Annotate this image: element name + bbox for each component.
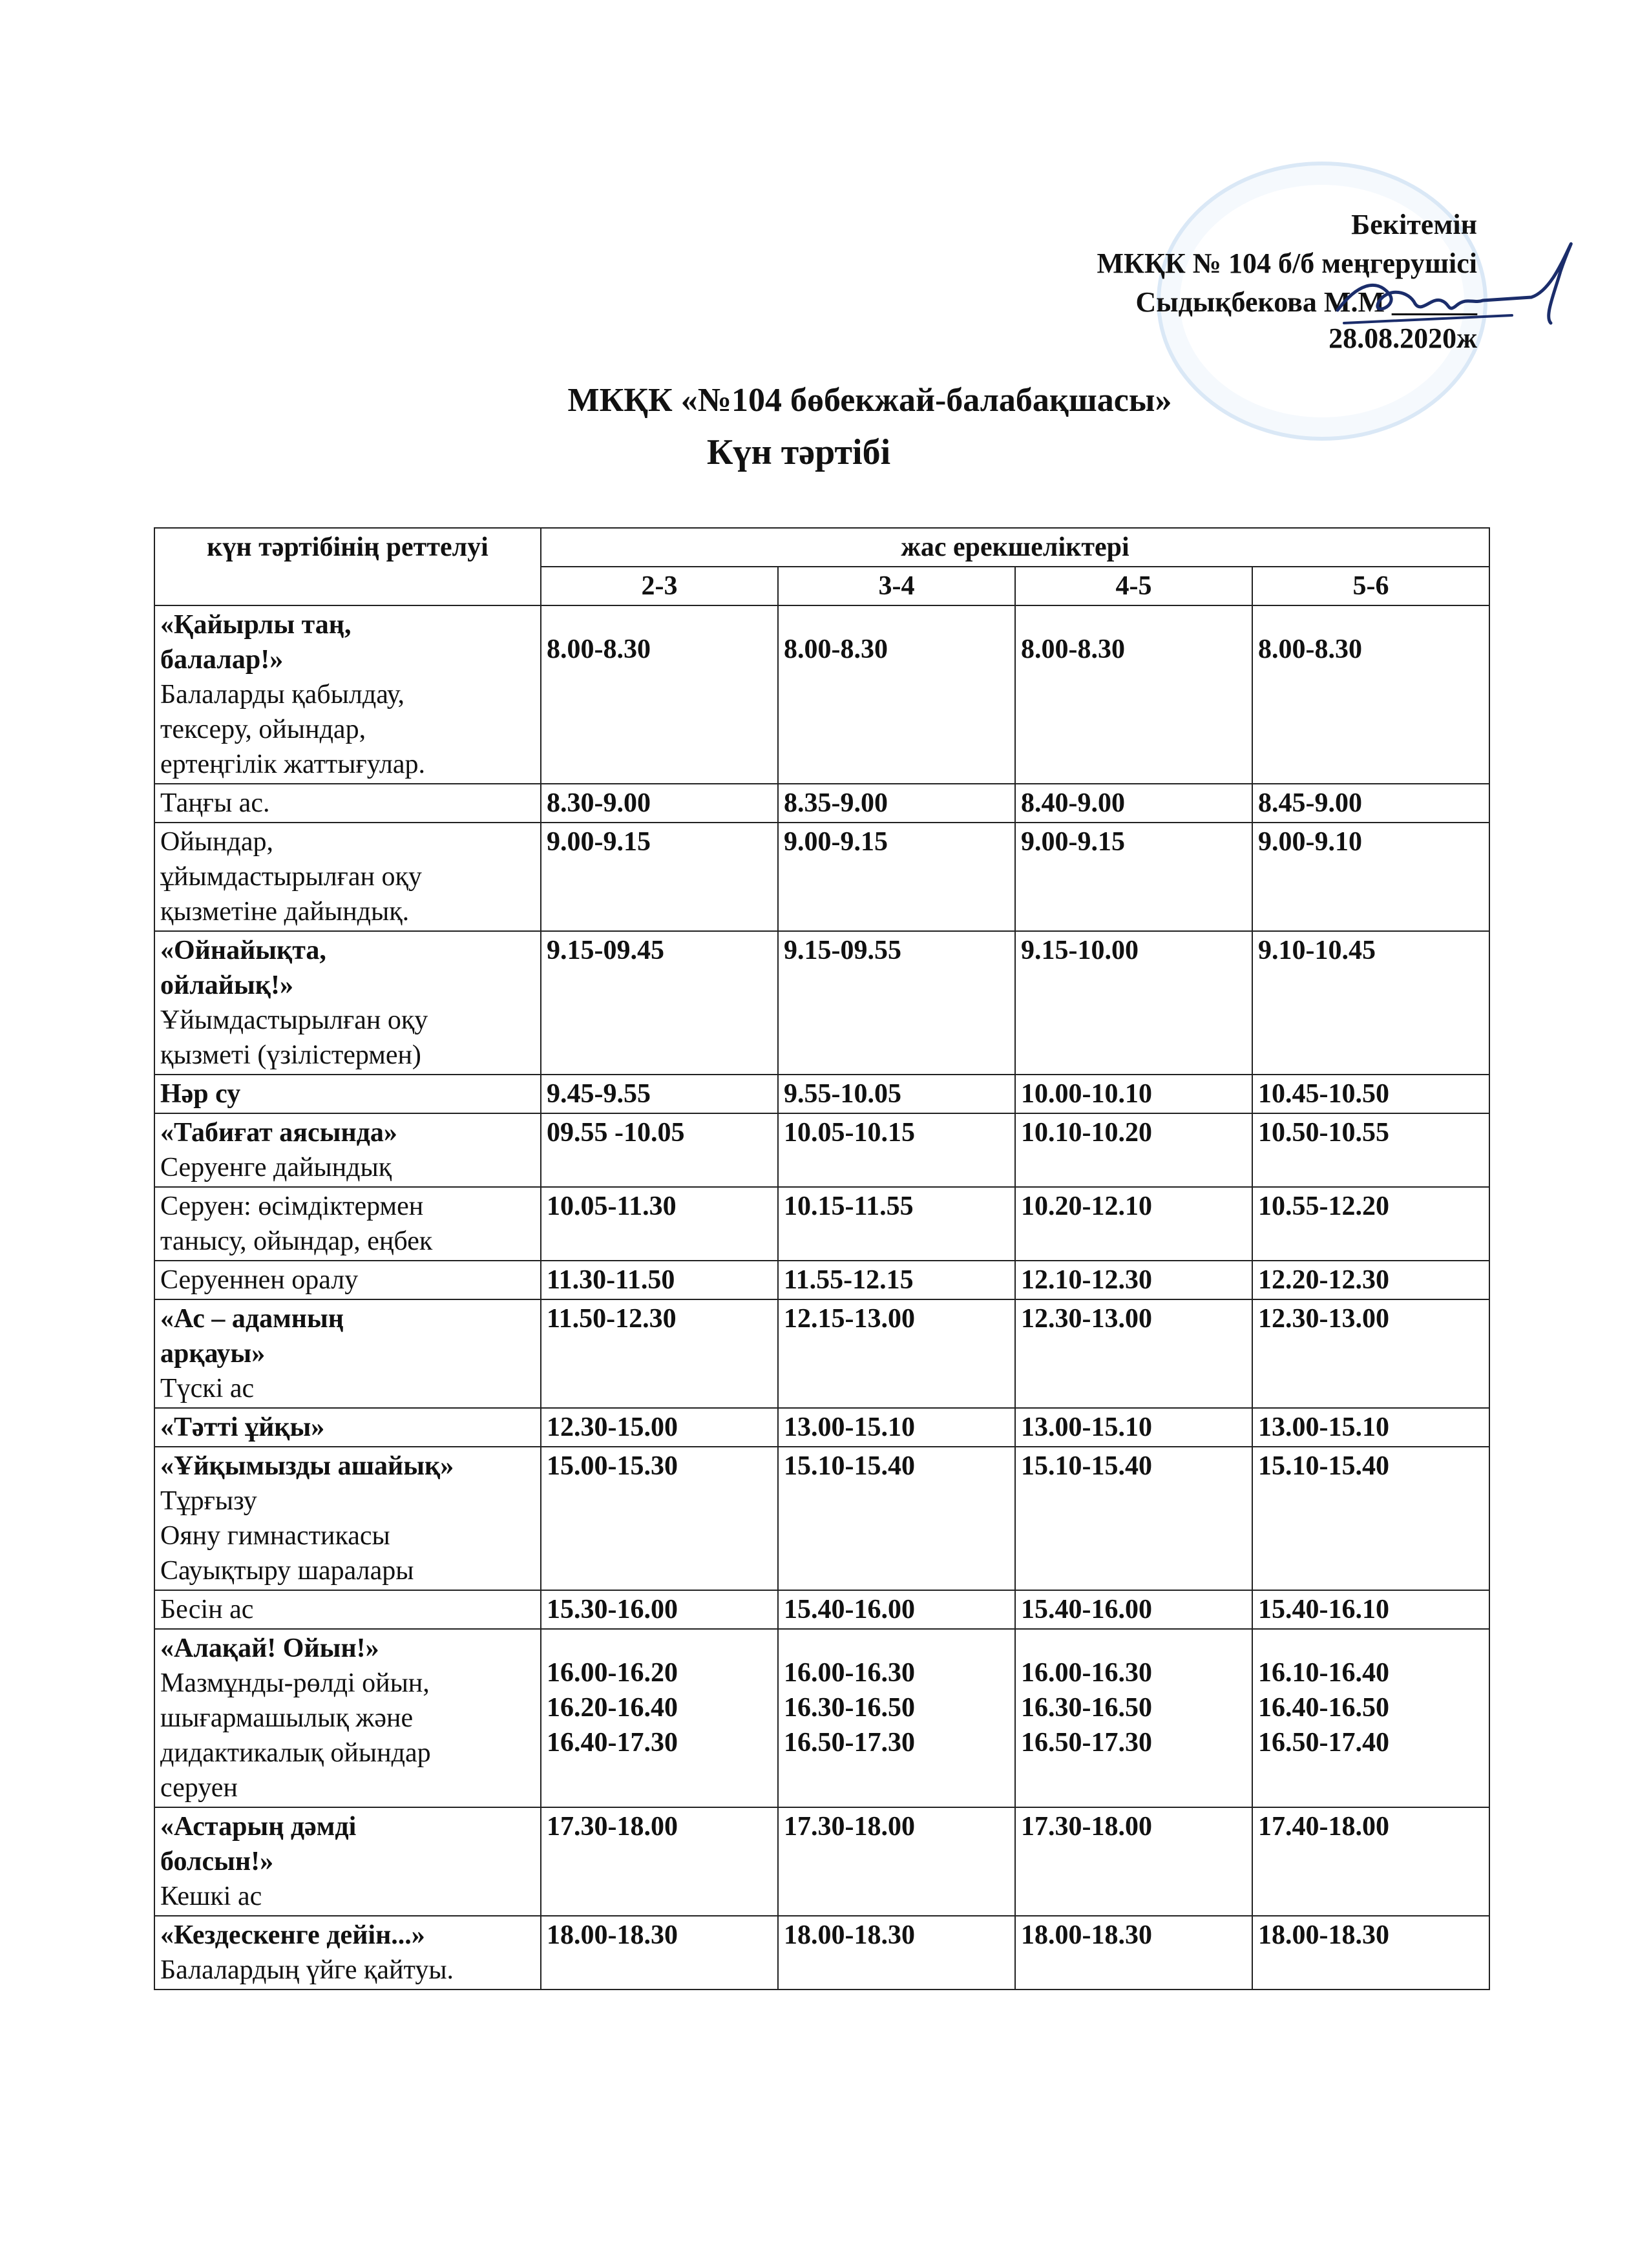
time-cell [1015,1408,1252,1447]
time-cell [1252,605,1489,784]
time-range: 10.05-10.15 [784,1118,915,1148]
activity-cell [154,1261,541,1299]
time-cell [778,1447,1015,1590]
time-cell [541,1629,778,1807]
daily-schedule-table [154,527,1490,1990]
time-range: 11.30-11.50 [547,1265,675,1295]
time-cell [1015,1447,1252,1590]
time-cell [541,1299,778,1408]
time-cell [778,1299,1015,1408]
time-range: 17.30-18.00 [547,1812,678,1842]
time-range: 17.40-18.00 [1258,1812,1389,1842]
table-row [154,931,1489,1075]
activity-cell [154,784,541,823]
time-cell [1015,1075,1252,1113]
activity-description-line: қызметі (үзілістермен) [160,1040,421,1070]
activity-cell [154,1447,541,1590]
activity-cell [154,823,541,931]
time-range: 16.50-17.30 [1021,1728,1152,1758]
time-cell [1252,1261,1489,1299]
time-cell [1252,823,1489,931]
time-range: 10.15-11.55 [784,1192,914,1221]
time-cell [541,1113,778,1187]
activity-title-line: «Ойнайықта, [160,936,326,965]
activity-description-line: Таңғы ас. [160,788,270,818]
time-cell [541,1447,778,1590]
time-range: 10.20-12.10 [1021,1192,1152,1221]
time-range: 8.00-8.30 [1021,635,1125,664]
activity-description-line: Ояну гимнастикасы [160,1521,390,1551]
time-cell [1015,931,1252,1075]
time-range: 9.15-09.55 [784,936,901,965]
table-row [154,823,1489,931]
table-row [154,1590,1489,1629]
time-cell [778,1408,1015,1447]
time-range: 12.30-15.00 [547,1412,678,1442]
time-cell [541,1916,778,1990]
time-range: 15.40-16.00 [784,1595,915,1624]
time-cell [541,1408,778,1447]
time-cell [778,931,1015,1075]
time-range: 16.20-16.40 [547,1693,678,1723]
time-range: 17.30-18.00 [784,1812,915,1842]
time-cell [541,1075,778,1113]
activity-description-line: Түскі ас [160,1374,255,1403]
time-cell [1252,1187,1489,1261]
activity-title-line: «Астарың дәмді [160,1812,357,1842]
table-row [154,1629,1489,1807]
table-row [154,1447,1489,1590]
time-cell [1252,1807,1489,1916]
activity-title-line: болсын!» [160,1847,274,1876]
activity-description-line: Серуеннен оралу [160,1265,359,1295]
time-cell [1015,823,1252,931]
activity-description-line: Ұйымдастырылған оқу [160,1005,428,1035]
time-cell [541,1807,778,1916]
time-cell [1015,1629,1252,1807]
time-cell [778,1590,1015,1629]
time-range: 9.00-9.10 [1258,827,1362,857]
activity-cell [154,1187,541,1261]
time-cell [778,784,1015,823]
activity-title-line: «Кездескенге дейін...» [160,1920,425,1950]
time-range: 16.30-16.50 [784,1693,915,1723]
time-range: 9.55-10.05 [784,1079,901,1109]
time-range: 16.10-16.40 [1258,1658,1389,1688]
approval-name: Сыдықбекова М.М ______ [1135,286,1477,318]
time-cell [1015,1261,1252,1299]
time-cell [1252,1447,1489,1590]
activity-title-line: «Қайырлы таң, [160,610,352,640]
time-range: 15.30-16.00 [547,1595,678,1624]
age-header: 5-6 [1252,567,1489,605]
organization-title: МКҚК «№104 бөбекжай-балабақшасы» [567,382,1172,419]
activity-description-line: Серуен: өсімдіктермен [160,1192,424,1221]
activity-cell [154,605,541,784]
time-range: 16.00-16.30 [1021,1658,1152,1688]
time-range: 13.00-15.10 [1021,1412,1152,1442]
time-range: 10.50-10.55 [1258,1118,1389,1148]
time-cell [778,605,1015,784]
time-cell [1015,1187,1252,1261]
table-row [154,1261,1489,1299]
time-cell [778,1261,1015,1299]
activity-description-line: Балалардың үйге қайтуы. [160,1955,454,1985]
table-row [154,1408,1489,1447]
time-cell [778,823,1015,931]
time-range: 18.00-18.30 [784,1920,915,1950]
activity-description-line: Серуенге дайындық [160,1153,392,1182]
time-cell [778,1113,1015,1187]
time-range: 12.10-12.30 [1021,1265,1152,1295]
table-row [154,605,1489,784]
age-header: 2-3 [541,567,778,605]
time-cell [1015,1807,1252,1916]
time-cell [541,784,778,823]
activity-cell [154,1916,541,1990]
age-group-header: жас ерекшеліктері [541,528,1489,567]
activity-cell [154,1590,541,1629]
table-row [154,1299,1489,1408]
activity-description-line: танысу, ойындар, еңбек [160,1226,433,1256]
activity-cell [154,1299,541,1408]
time-range: 12.30-13.00 [1258,1304,1389,1334]
signature-image [1318,233,1590,349]
time-cell [1252,931,1489,1075]
time-range: 9.15-10.00 [1021,936,1139,965]
time-cell [778,1075,1015,1113]
activity-title-line: «Ас – адамның [160,1304,344,1334]
activity-description-line: Кешкі ас [160,1882,262,1911]
time-range: 8.30-9.00 [547,788,651,818]
activity-title-line: «Ұйқымызды ашайық» [160,1451,454,1481]
time-cell [1015,1916,1252,1990]
activity-description-line: Тұрғызу [160,1486,257,1516]
time-range: 9.15-09.45 [547,936,664,965]
activity-title-line: ойлайық!» [160,971,293,1000]
activity-title-line: «Тәтті ұйқы» [160,1412,325,1442]
time-cell [1252,1075,1489,1113]
time-range: 9.00-9.15 [784,827,888,857]
time-cell [778,1187,1015,1261]
time-range: 16.40-17.30 [547,1728,678,1758]
activity-cell [154,931,541,1075]
activity-description-line: тексеру, ойындар, [160,715,366,744]
time-cell [1252,1408,1489,1447]
time-range: 15.00-15.30 [547,1451,678,1481]
time-range: 9.10-10.45 [1258,936,1376,965]
time-range: 8.00-8.30 [1258,635,1362,664]
activity-description-line: шығармашылық және [160,1703,414,1733]
time-cell [1252,1113,1489,1187]
time-range: 18.00-18.30 [1258,1920,1389,1950]
time-range: 16.40-16.50 [1258,1693,1389,1723]
activity-description-line: қызметіне дайындық. [160,897,410,927]
activity-column-header: күн тәртібінің реттелуі [154,528,541,605]
time-cell [1252,1299,1489,1408]
approval-position: МКҚК № 104 б/б меңгерушісі [1097,247,1477,279]
time-cell [1015,1299,1252,1408]
time-range: 10.45-10.50 [1258,1079,1389,1109]
table-header-row [154,528,1489,567]
time-cell [541,1590,778,1629]
time-range: 16.50-17.30 [784,1728,915,1758]
table-row [154,1807,1489,1916]
time-range: 10.05-11.30 [547,1192,677,1221]
time-cell [778,1807,1015,1916]
table-row [154,1113,1489,1187]
activity-description-line: Мазмұнды-рөлді ойын, [160,1668,430,1698]
approval-label: Бекітемін [1351,209,1477,240]
time-cell [1015,784,1252,823]
activity-description-line: Балаларды қабылдау, [160,680,404,709]
time-range: 16.30-16.50 [1021,1693,1152,1723]
time-cell [778,1916,1015,1990]
time-range: 8.40-9.00 [1021,788,1125,818]
time-range: 11.50-12.30 [547,1304,677,1334]
page-title: Күн тәртібі [706,432,891,472]
activity-description-line: Бесін ас [160,1595,254,1624]
activity-description-line: ертеңгілік жаттығулар. [160,750,425,779]
time-range: 10.00-10.10 [1021,1079,1152,1109]
time-cell [1252,1590,1489,1629]
time-range: 9.45-9.55 [547,1079,651,1109]
time-range: 8.35-9.00 [784,788,888,818]
activity-description-line: ұйымдастырылған оқу [160,862,422,892]
time-cell [1015,1113,1252,1187]
table-row [154,1075,1489,1113]
time-cell [541,823,778,931]
time-range: 10.55-12.20 [1258,1192,1389,1221]
time-cell [1252,784,1489,823]
time-range: 12.15-13.00 [784,1304,915,1334]
activity-title-line: балалар!» [160,645,284,675]
time-range: 8.45-9.00 [1258,788,1362,818]
time-range: 13.00-15.10 [784,1412,915,1442]
time-range: 09.55 -10.05 [547,1118,685,1148]
time-cell [541,1187,778,1261]
approver-name: Сыдықбекова М.М [1135,286,1385,318]
time-range: 12.30-13.00 [1021,1304,1152,1334]
schedule-body [154,605,1489,1990]
activity-cell [154,1807,541,1916]
time-range: 18.00-18.30 [547,1920,678,1950]
time-cell [1252,1916,1489,1990]
time-range: 15.10-15.40 [1021,1451,1152,1481]
time-cell [778,1629,1015,1807]
table-row [154,1916,1489,1990]
activity-title-line: «Табиғат аясында» [160,1118,397,1148]
time-range: 9.00-9.15 [547,827,651,857]
activity-cell [154,1629,541,1807]
time-range: 12.20-12.30 [1258,1265,1389,1295]
activity-description-line: дидактикалық ойындар [160,1738,431,1768]
time-cell [1015,1590,1252,1629]
activity-cell [154,1075,541,1113]
time-range: 8.00-8.30 [547,635,651,664]
time-range: 16.00-16.20 [547,1658,678,1688]
activity-cell [154,1113,541,1187]
time-cell [541,1261,778,1299]
activity-title-line: «Алақай! Ойын!» [160,1633,379,1663]
time-range: 10.10-10.20 [1021,1118,1152,1148]
activity-description-line: Ойындар, [160,827,274,857]
time-cell [541,931,778,1075]
time-range: 15.10-15.40 [1258,1451,1389,1481]
time-range: 18.00-18.30 [1021,1920,1152,1950]
age-header: 4-5 [1015,567,1252,605]
time-cell [541,605,778,784]
time-range: 16.50-17.40 [1258,1728,1389,1758]
time-cell [1015,605,1252,784]
time-range: 13.00-15.10 [1258,1412,1389,1442]
time-range: 8.00-8.30 [784,635,888,664]
time-range: 15.40-16.10 [1258,1595,1389,1624]
time-range: 15.40-16.00 [1021,1595,1152,1624]
age-header: 3-4 [778,567,1015,605]
approval-date: 28.08.2020ж [1329,322,1477,354]
time-range: 11.55-12.15 [784,1265,914,1295]
time-cell [1252,1629,1489,1807]
time-range: 16.00-16.30 [784,1658,915,1688]
activity-title-line: арқауы» [160,1339,266,1369]
time-range: 15.10-15.40 [784,1451,915,1481]
activity-title-line: Нәр су [160,1079,241,1109]
activity-cell [154,1408,541,1447]
activity-description-line: серуен [160,1773,238,1803]
table-row [154,784,1489,823]
time-range: 9.00-9.15 [1021,827,1125,857]
time-range: 17.30-18.00 [1021,1812,1152,1842]
activity-description-line: Сауықтыру шаралары [160,1556,414,1586]
table-row [154,1187,1489,1261]
